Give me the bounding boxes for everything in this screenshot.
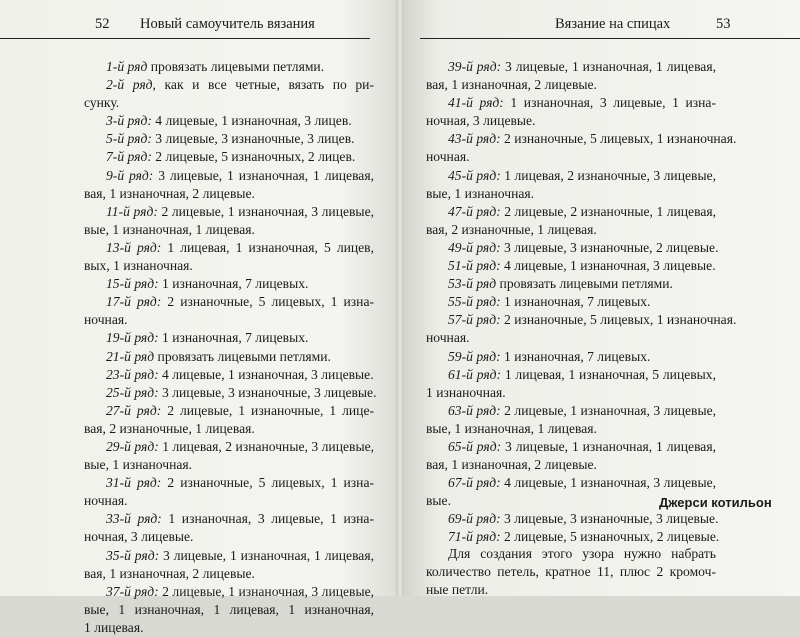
row-text: 3 лицевые, 3 изнаночные, 3 лицев. <box>151 131 355 147</box>
row-text: вые, 1 изнаночная, 1 лицевая. <box>84 221 255 237</box>
row-text: ночная. <box>426 149 470 165</box>
row-instructions <box>426 58 737 547</box>
row-text: 4 лицевые, 1 изнаночная, 3 лицевые. <box>500 258 716 274</box>
text-line <box>84 221 374 239</box>
text-line <box>426 148 716 166</box>
text-line <box>426 221 716 239</box>
text-line <box>84 239 374 257</box>
row-label: 11-й ряд: <box>106 203 158 219</box>
row-text: 2 изнаночные, 5 лицевых, 1 изнаночная. <box>500 312 737 328</box>
row-label: 23-й ряд: <box>106 366 159 382</box>
row-text: 2 лицевые, 1 изнаночные, 1 лице- <box>161 402 375 418</box>
text-line <box>426 311 737 329</box>
text-line <box>84 94 374 112</box>
row-text: 4 лицевые, 1 изнаночная, 3 лицевые, <box>500 475 717 491</box>
row-label: 7-й ряд: <box>106 149 152 165</box>
text-line <box>84 565 374 583</box>
row-label: 63-й ряд: <box>448 402 501 418</box>
text-line <box>426 510 719 528</box>
row-text: 3 лицевые, 3 изнаночные, 3 лицевые. <box>158 384 377 400</box>
text-line <box>426 257 716 275</box>
row-text: 3 лицевые, 3 изнаночные, 2 лицевые. <box>500 239 719 255</box>
row-text: 1 лицевая. <box>84 619 144 635</box>
text-line <box>84 402 374 420</box>
text-line <box>84 438 374 456</box>
row-text: 1 лицевая, 2 изнаночные, 3 лицевые, <box>158 438 375 454</box>
text-line <box>84 366 374 384</box>
row-text: ночная. <box>84 312 128 328</box>
text-line <box>84 583 374 601</box>
row-label: 49-й ряд: <box>448 239 501 255</box>
row-text: сунку. <box>84 95 120 111</box>
left-page <box>0 0 400 635</box>
text-line <box>84 275 374 293</box>
row-text: 1 лицевая, 2 изнаночные, 3 лицевые, <box>500 167 717 183</box>
text-line <box>84 547 374 565</box>
text-line <box>426 185 716 203</box>
row-label: 17-й ряд: <box>106 294 162 310</box>
text-line <box>84 130 374 148</box>
row-text: 1 лицевая, 1 изнаночная, 5 лицевых, <box>501 366 717 382</box>
row-text: 2 лицевые, 1 изнаночная, 3 лицевые, <box>157 203 375 219</box>
text-line <box>426 420 716 438</box>
row-text: Для создания этого узора нужно набрать <box>448 546 716 561</box>
row-text: 3 лицевые, 1 изнаночная, 1 лицевая, <box>501 438 716 454</box>
row-text: вая, 2 изнаночные, 1 лицевая. <box>84 420 255 436</box>
row-text: 1 изнаночная, 7 лицевых. <box>158 330 309 346</box>
row-text: 2 изнаночные, 5 лицевых, 1 изнаночная. <box>500 131 737 147</box>
row-label: 51-й ряд: <box>448 258 501 274</box>
text-line <box>84 203 374 221</box>
row-text: 2 лицевые, 2 изнаночные, 1 лицевая, <box>500 203 717 219</box>
row-text: ночная, 3 лицевые. <box>84 529 194 545</box>
row-label: 21-й ряд <box>106 348 155 364</box>
running-header <box>420 10 800 39</box>
text-line <box>84 293 374 311</box>
row-text: вые, 1 изнаночная. <box>84 457 193 473</box>
text-line <box>426 402 716 420</box>
row-label: 37-й ряд: <box>106 583 159 599</box>
text-line <box>84 185 374 203</box>
row-text: ночная, 3 лицевые. <box>426 113 536 129</box>
row-text: ночная. <box>426 330 470 346</box>
row-text: 2 лицевые, 5 изнаночных, 2 лицевые. <box>500 529 720 545</box>
row-label: 55-й ряд: <box>448 294 501 310</box>
row-text: 3 лицевые, 1 изнаночная, 1 лицевая, <box>153 167 374 183</box>
row-instructions <box>84 58 377 637</box>
row-text: 1 изнаночная, 3 лицевые, 1 изна- <box>503 95 716 111</box>
row-label: 27-й ряд: <box>106 402 162 418</box>
text-line <box>84 167 374 185</box>
row-text: 3 лицевые, 3 изнаночные, 3 лицевые. <box>500 511 719 527</box>
text-line <box>84 510 374 528</box>
row-text: 1 изнаночная, 7 лицевых. <box>158 276 309 292</box>
row-text: 3 лицевые, 1 изнаночная, 1 лицевая, <box>501 59 716 74</box>
text-line <box>84 619 374 637</box>
row-label: 41-й ряд: <box>448 95 504 111</box>
row-label: 25-й ряд: <box>106 384 159 400</box>
text-line <box>84 257 374 275</box>
text-line <box>84 329 374 347</box>
row-label: 53-й ряд <box>448 276 497 292</box>
row-text: провязать лицевыми петлями. <box>147 59 325 74</box>
row-label: 9-й ряд: <box>106 167 154 183</box>
row-text: вая, 1 изнаночная, 2 лицевые. <box>84 185 255 201</box>
row-text: 2 лицевые, 1 изнаночная, 3 лицевые, <box>500 402 717 418</box>
row-text: 4 лицевые, 1 изнаночная, 3 лицев. <box>151 113 352 129</box>
text-line <box>426 581 716 599</box>
row-text: 1 изнаночная, 3 лицевые, 1 изна- <box>161 511 374 527</box>
row-label: 65-й ряд: <box>448 438 502 454</box>
row-text: 3 лицевые, 1 изнаночная, 1 лицевая, <box>159 547 374 563</box>
row-text: вая, 1 изнаночная, 2 лицевые. <box>426 457 597 473</box>
text-line <box>426 167 716 185</box>
row-label: 47-й ряд: <box>448 203 501 219</box>
text-line <box>426 438 716 456</box>
row-label: 59-й ряд: <box>448 348 501 364</box>
row-text: 1 изнаночная, 7 лицевых. <box>500 294 651 310</box>
row-text: 2 изнаночные, 5 лицевых, 1 изна- <box>161 475 375 491</box>
row-text: ные петли. <box>426 582 489 598</box>
page-number: 52 <box>95 16 110 32</box>
row-text: 2 лицевые, 1 изнаночная, 3 лицевые, <box>158 583 375 599</box>
row-label: 67-й ряд: <box>448 475 501 491</box>
text-line <box>84 112 374 130</box>
row-text: 1 изнаночная, 7 лицевых. <box>500 348 651 364</box>
row-label: 13-й ряд: <box>106 239 162 255</box>
row-text: 1 лицевая, 1 изнаночная, 5 лицев, <box>161 239 375 255</box>
row-text: вые. <box>426 493 451 509</box>
text-line <box>84 76 374 94</box>
row-text: вые, 1 изнаночная, 1 лицевая. <box>426 420 597 436</box>
row-label: 1-й ряд <box>106 59 148 74</box>
text-line <box>426 76 716 94</box>
row-text: , как и все четные, вязать по ри- <box>152 77 374 93</box>
row-label: 31-й ряд: <box>106 475 162 491</box>
row-text: провязать лицевыми петлями. <box>154 348 331 364</box>
row-label: 29-й ряд: <box>106 438 159 454</box>
row-label: 5-й ряд: <box>106 131 152 147</box>
row-label: 57-й ряд: <box>448 312 501 328</box>
text-line <box>426 366 716 384</box>
text-line <box>84 601 374 619</box>
text-line <box>84 384 377 402</box>
text-line <box>84 456 374 474</box>
text-line <box>84 420 374 438</box>
text-line <box>84 474 374 492</box>
text-line <box>426 203 716 221</box>
text-line <box>84 528 374 546</box>
row-label: 3-й ряд: <box>106 113 152 129</box>
row-label: 39-й ряд: <box>448 59 502 74</box>
row-text: 2 изнаночные, 5 лицевых, 1 изна- <box>161 294 375 310</box>
row-text: вых, 1 изнаночная. <box>84 258 193 274</box>
row-text: вая, 1 изнаночная, 2 лицевые. <box>84 565 255 581</box>
text-line <box>84 148 374 166</box>
text-line <box>426 293 716 311</box>
text-line <box>426 275 716 293</box>
header-title: Новый самоучитель вязания <box>140 16 315 32</box>
text-line <box>426 384 716 402</box>
row-label: 15-й ряд: <box>106 276 159 292</box>
text-line <box>84 492 374 510</box>
text-line <box>426 545 716 563</box>
page-number: 53 <box>716 16 731 32</box>
row-text: вая, 1 изнаночная, 2 лицевые. <box>426 77 597 93</box>
row-text: количество петель, кратное 11, плюс 2 кромоч- <box>426 564 716 580</box>
right-page <box>400 0 800 596</box>
row-text: 2 лицевые, 5 изнаночных, 2 лицев. <box>151 149 356 165</box>
section-intro <box>426 545 716 599</box>
text-line <box>84 58 374 76</box>
text-line <box>426 528 720 546</box>
row-text: вые, 1 изнаночная. <box>426 185 535 201</box>
text-line <box>84 311 374 329</box>
row-label: 2-й ряд <box>106 77 153 93</box>
row-label: 45-й ряд: <box>448 167 501 183</box>
row-label: 33-й ряд: <box>106 511 162 527</box>
text-line <box>426 94 716 112</box>
header-title: Вязание на спицах <box>555 16 671 32</box>
text-line <box>426 474 716 492</box>
row-text: 1 изнаночная. <box>426 384 506 400</box>
text-line <box>426 456 716 474</box>
row-text: провязать лицевыми петлями. <box>496 276 673 292</box>
row-text: ночная. <box>84 493 128 509</box>
section-title: Джерси котильон <box>659 495 772 510</box>
text-line <box>84 348 374 366</box>
row-label: 43-й ряд: <box>448 131 501 147</box>
text-line <box>426 130 737 148</box>
row-label: 35-й ряд: <box>106 547 160 563</box>
row-text: вая, 2 изнаночные, 1 лицевая. <box>426 221 597 237</box>
text-line <box>426 58 716 76</box>
text-line <box>426 563 716 581</box>
text-line <box>426 112 716 130</box>
text-line <box>426 348 716 366</box>
text-line <box>426 329 716 347</box>
row-label: 71-й ряд: <box>448 529 501 545</box>
row-label: 61-й ряд: <box>448 366 502 382</box>
running-header <box>0 10 370 39</box>
row-text: 4 лицевые, 1 изнаночная, 3 лицевые. <box>158 366 374 382</box>
text-line <box>426 239 719 257</box>
row-text: вые, 1 изнаночная, 1 лицевая, 1 изнаночная, <box>84 601 374 617</box>
book-spine <box>396 0 404 596</box>
row-label: 69-й ряд: <box>448 511 501 527</box>
row-label: 19-й ряд: <box>106 330 159 346</box>
